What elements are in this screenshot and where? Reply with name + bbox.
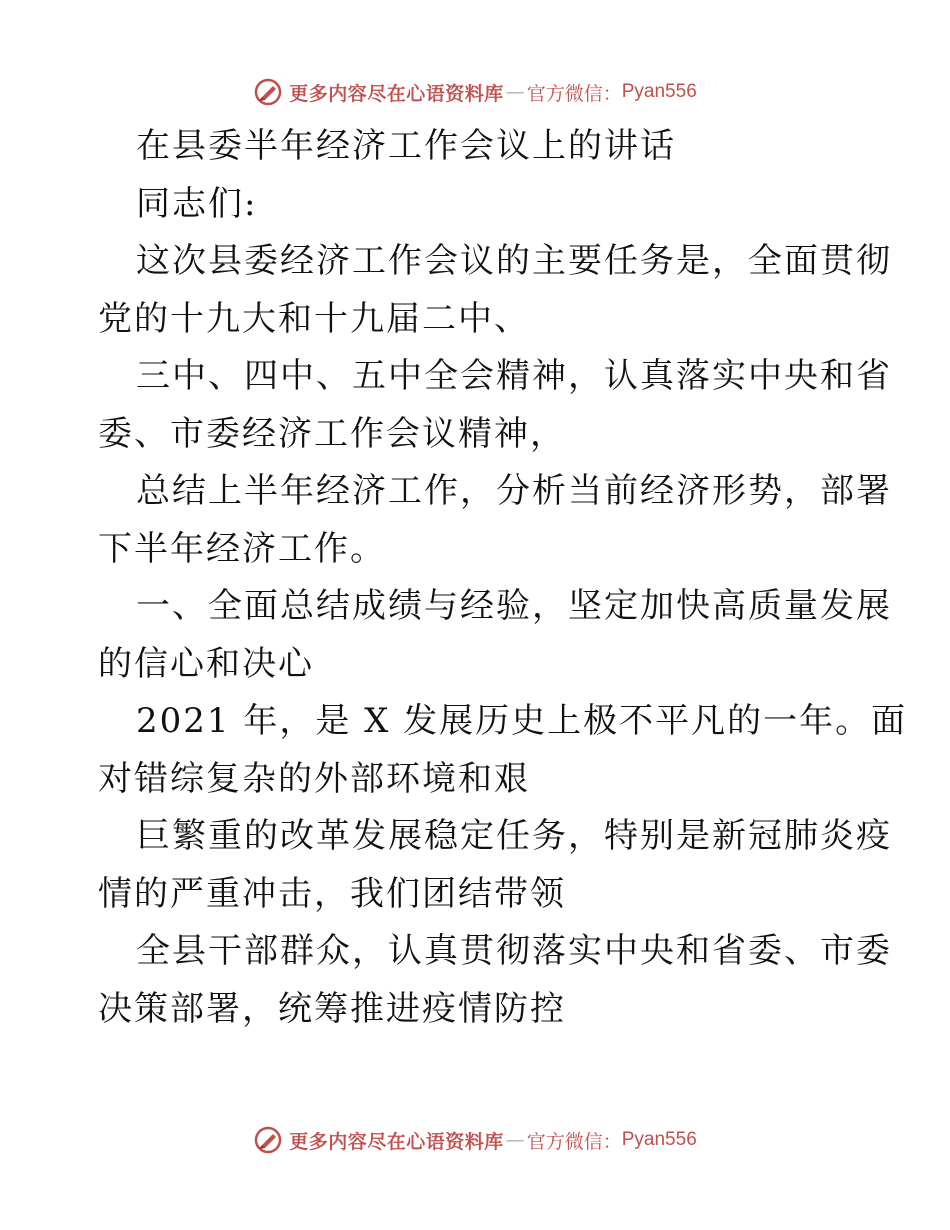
document-line: 的信心和决心 [98, 643, 314, 684]
document-line: 对错综复杂的外部环境和艰 [98, 758, 530, 799]
pen-logo-icon [253, 1125, 283, 1155]
document-line: 同志们: [136, 183, 258, 224]
watermark-wechat-id: Pyan556 [621, 1129, 697, 1150]
document-line: 巨繁重的改革发展稳定任务，特别是新冠肺炎疫 [136, 816, 892, 856]
document-body [98, 118, 908, 1038]
document-line: 在县委半年经济工作会议上的讲话 [136, 126, 676, 166]
footer-watermark [0, 1120, 950, 1160]
watermark-separator: — [505, 81, 525, 103]
watermark-wechat-label: 官方微信： [526, 1130, 622, 1153]
document-line: 下半年经济工作。 [98, 528, 386, 569]
document-line: 决策部署，统筹推进疫情防控 [98, 988, 566, 1029]
document-line: 情的严重冲击，我们团结带领 [98, 873, 566, 914]
document-line: 党的十九大和十九届二中、 [98, 298, 530, 339]
watermark-site-text: 更多内容尽在心语资料库 [289, 1130, 504, 1153]
document-line: 2021 年，是 X 发展历史上极不平凡的一年。面 [136, 701, 908, 741]
document-line: 一、全面总结成绩与经验，坚定加快高质量发展 [136, 586, 892, 626]
watermark-wechat-label: 官方微信： [526, 82, 622, 105]
document-line: 总结上半年经济工作，分析当前经济形势，部署 [136, 471, 892, 511]
document-line: 这次县委经济工作会议的主要任务是，全面贯彻 [136, 241, 892, 281]
header-watermark [0, 72, 950, 112]
pen-logo-icon [253, 77, 283, 107]
document-line: 全县干部群众，认真贯彻落实中央和省委、市委 [136, 931, 892, 971]
document-line: 三中、四中、五中全会精神，认真落实中央和省 [136, 356, 892, 396]
watermark-site-text: 更多内容尽在心语资料库 [289, 82, 504, 105]
watermark-wechat-id: Pyan556 [621, 81, 697, 102]
document-line: 委、市委经济工作会议精神， [98, 413, 566, 454]
watermark-separator: — [505, 1129, 525, 1151]
